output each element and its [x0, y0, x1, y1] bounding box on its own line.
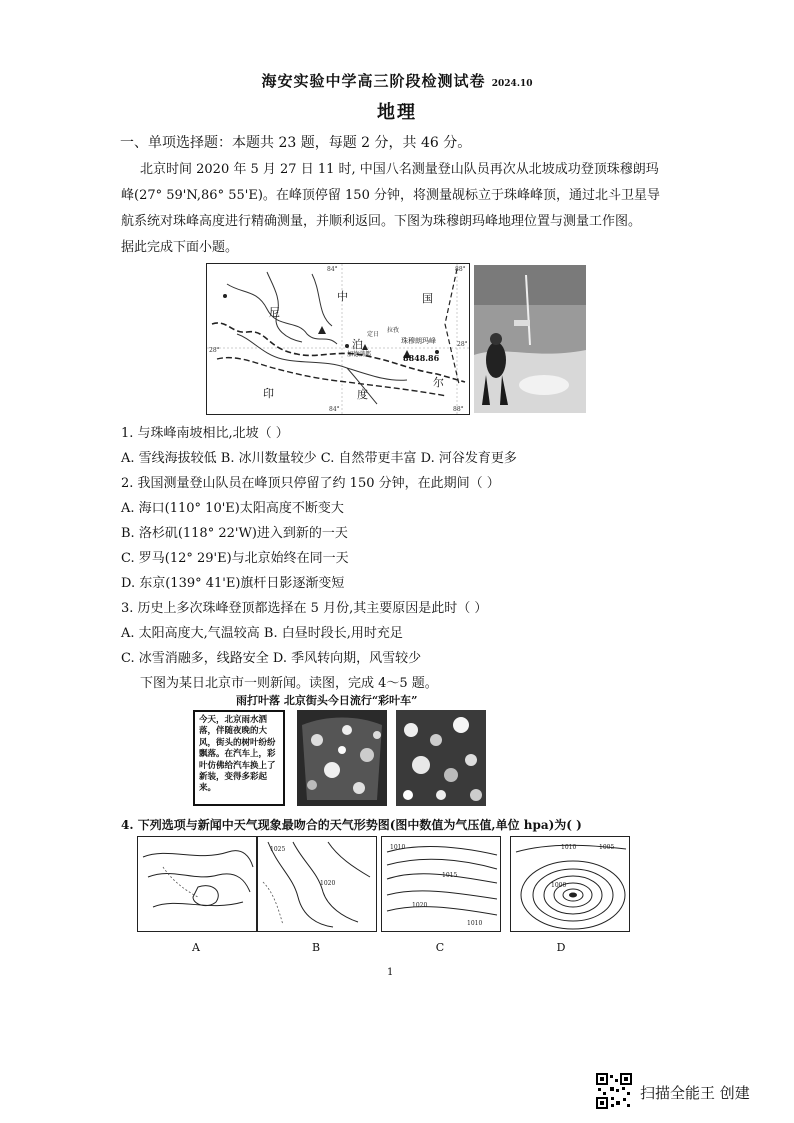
q4-stem: 4. 下列选项与新闻中天气现象最吻合的天气形势图(图中数值为气压值,单位 hpa)为( ) [121, 818, 582, 832]
everest-location-map [206, 263, 470, 415]
weather-map-b-drawing [258, 837, 376, 931]
intro-line-4: 据此完成下面小题。 [121, 240, 239, 255]
weather-map-c[interactable] [381, 836, 501, 932]
label-town-1: 拉孜 [387, 327, 400, 334]
label-kathmandu: 加德满都 [347, 351, 372, 358]
label-china-2: 国 [422, 292, 433, 305]
news-photo-1 [297, 710, 387, 806]
map-drawing [207, 264, 469, 414]
option-label-b: B [311, 941, 321, 954]
lon-84-bottom: 84° [329, 406, 340, 413]
label-india-1: 印 [263, 387, 274, 400]
q1-options: A. 雪线海拔较低 B. 冰川数量较少 C. 自然带更丰富 D. 河谷发育更多 [121, 451, 517, 466]
q2-option-b: B. 洛杉矶(118° 22'W)进入到新的一天 [121, 526, 348, 541]
weather-map-d-iso-1: 1010 [561, 844, 577, 851]
label-height: 8848.86 [403, 353, 440, 363]
q45-intro: 下图为某日北京市一则新闻。读图，完成 4～5 题。 [140, 676, 438, 691]
q2-option-c: C. 罗马(12° 29'E)与北京始终在同一天 [121, 551, 349, 566]
lon-88-bottom: 88° [453, 406, 464, 413]
label-india-2: 度 [357, 388, 368, 401]
q2-stem: 2. 我国测量登山队员在峰顶只停留了约 150 分钟，在此期间（ ） [121, 476, 500, 491]
intro-line-1: 北京时间 2020 年 5 月 27 日 11 时, 中国八名测量登山队员再次从北坡成功登顶珠穆朗玛 [140, 162, 659, 177]
news-photo-2-drawing [396, 710, 486, 806]
weather-map-d[interactable] [510, 836, 630, 932]
q2-option-d: D. 东京(139° 41'E)旗杆日影逐渐变短 [121, 576, 345, 591]
scanner-watermark: 扫描全能王 创建 [640, 1084, 750, 1102]
news-photo-2 [396, 710, 486, 806]
lon-88-top: 88° [455, 266, 466, 273]
weather-map-c-iso-4: 1010 [467, 920, 483, 927]
section-heading: 一、单项选择题：本题共 23 题，每题 2 分，共 46 分。 [120, 135, 472, 151]
label-peak: 珠穆朗玛峰 [401, 337, 436, 345]
weather-map-c-iso-2: 1015 [442, 872, 458, 879]
exam-title [0, 70, 794, 91]
q3-stem: 3. 历史上多次珠峰登顶都选择在 5 月份,其主要原因是此时（ ） [121, 601, 488, 616]
label-nepal-3: 尔 [433, 376, 444, 389]
photo-drawing [474, 265, 586, 413]
news-headline: 雨打叶落 北京街头今日流行“彩叶车” [236, 694, 418, 707]
exam-title-text: 海安实验中学高三阶段检测试卷 [261, 72, 486, 90]
weather-map-b-iso-1: 1025 [270, 846, 286, 853]
q2-option-a: A. 海口(110° 10'E)太阳高度不断变大 [121, 501, 344, 516]
label-nepal-1: 尼 [269, 306, 280, 319]
qr-code-drawing [596, 1073, 632, 1109]
subject-title: 地理 [377, 102, 417, 123]
intro-line-3: 航系统对珠峰高度进行精确测量，并顺利返回。下图为珠穆朗玛峰地理位置与测量工作图。 [121, 214, 642, 229]
weather-map-c-iso-3: 1020 [412, 902, 428, 909]
weather-map-a[interactable] [137, 836, 257, 932]
weather-map-c-drawing [382, 837, 500, 931]
weather-map-d-drawing [511, 837, 629, 931]
label-nepal-2: 泊 [352, 338, 363, 351]
label-town-2: 定日 [367, 331, 380, 338]
q3-options-2: C. 冰雪消融多，线路安全 D. 季风转向期，风雪较少 [121, 651, 422, 666]
option-label-c: C [435, 941, 445, 954]
weather-map-b-iso-2: 1020 [320, 880, 336, 887]
lat-28-left: 28° [209, 347, 220, 354]
summit-survey-photo [474, 265, 586, 413]
weather-map-b[interactable] [257, 836, 377, 932]
weather-map-d-iso-2: 1005 [599, 844, 615, 851]
label-china-1: 中 [337, 290, 348, 303]
exam-date: 2024.10 [491, 79, 533, 89]
weather-map-c-iso-1: 1010 [390, 844, 406, 851]
q3-options-1: A. 太阳高度大,气温较高 B. 白昼时段长,用时充足 [121, 626, 403, 641]
lat-28-right: 28° [457, 341, 468, 348]
weather-map-a-drawing [138, 837, 256, 931]
qr-code-icon [596, 1073, 632, 1109]
option-label-a: A [192, 941, 200, 954]
option-label-d: D [556, 941, 566, 954]
intro-line-2: 峰(27° 59'N,86° 55'E)。在峰顶停留 150 分钟，将测量觇标立于珠峰峰顶，通过北斗卫星导 [121, 188, 660, 203]
news-photo-1-drawing [297, 710, 387, 806]
weather-map-d-iso-3: 1000 [551, 882, 567, 889]
news-text-box: 今天，北京雨水洒落，伴随夜晚的大风，街头的树叶纷纷飘落。在汽车上，彩叶仿佛给汽车换上了新装，变得多彩起来。 [193, 710, 285, 806]
q1-stem: 1. 与珠峰南坡相比,北坡（ ） [121, 426, 289, 441]
lon-84-top: 84° [327, 266, 338, 273]
page-number: 1 [387, 967, 394, 978]
